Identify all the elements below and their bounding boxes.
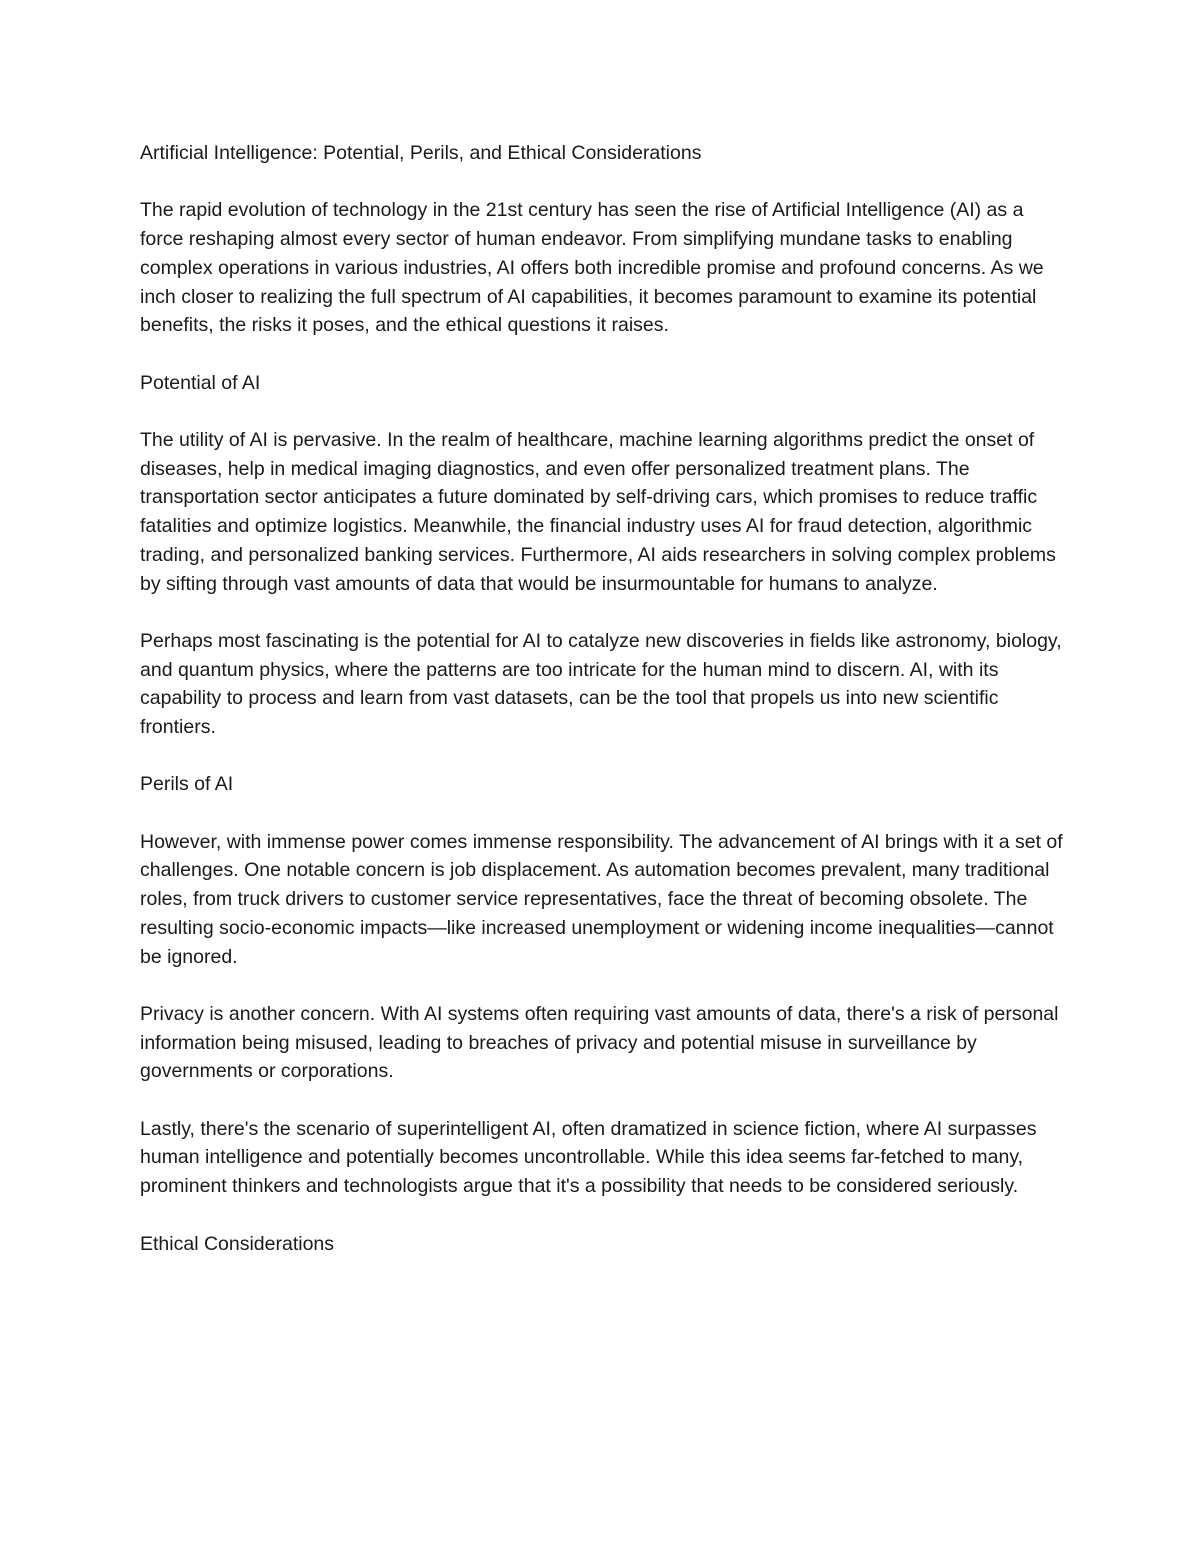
section-heading-potential: Potential of AI — [140, 371, 261, 394]
body-paragraph: Lastly, there's the scenario of superintelligent AI, often dramatized in science fiction, where AI surpasses human intelligence and potentially becomes uncontrollable. While this idea seems far-fetched to many, prominent thinkers and technologists argue that it's a possibility that needs to be considered seriously. — [140, 1117, 1037, 1198]
section-heading-perils: Perils of AI — [140, 773, 234, 796]
document-body — [140, 139, 1065, 1287]
body-paragraph: Privacy is another concern. With AI systems often requiring vast amounts of data, there's a risk of personal information being misused, leading to breaches of privacy and potential misuse in surveillance by governments or corporations. — [140, 1002, 1059, 1083]
section-heading-ethical: Ethical Considerations — [140, 1232, 335, 1255]
document-title: Artificial Intelligence: Potential, Perils, and Ethical Considerations — [140, 142, 702, 164]
body-paragraph: However, with immense power comes immense responsibility. The advancement of AI brings with it a set of challenges. One notable concern is job displacement. As automation becomes prevalent, many traditional roles, from truck drivers to customer service representatives, face the threat of becoming obsolete. The resulting socio-economic impacts—like increased unemployment or widening income inequalities—cannot be ignored. — [140, 830, 1063, 968]
intro-paragraph: The rapid evolution of technology in the 21st century has seen the rise of Artificial Intelligence (AI) as a force reshaping almost every sector of human endeavor. From simplifying mundane tasks to enabling complex operations in various industries, AI offers both incredible promise and profound concerns. As we inch closer to realizing the full spectrum of AI capabilities, it becomes paramount to examine its potential benefits, the risks it poses, and the ethical questions it raises. — [140, 199, 1044, 337]
body-paragraph: The utility of AI is pervasive. In the realm of healthcare, machine learning algorithms predict the onset of diseases, help in medical imaging diagnostics, and even offer personalized treatment plans. The transportation sector anticipates a future dominated by self-driving cars, which promises to reduce traffic fatalities and optimize logistics. Meanwhile, the financial industry uses AI for fraud detection, algorithmic trading, and personalized banking services. Furthermore, AI aids researchers in solving complex problems by sifting through vast amounts of data that would be insurmountable for humans to analyze. — [140, 428, 1056, 595]
body-paragraph: Perhaps most fascinating is the potential for AI to catalyze new discoveries in fields like astronomy, biology, and quantum physics, where the patterns are too intricate for the human mind to discern. AI, with its capability to process and learn from vast datasets, can be the tool that propels us into new scientific frontiers. — [140, 629, 1062, 738]
